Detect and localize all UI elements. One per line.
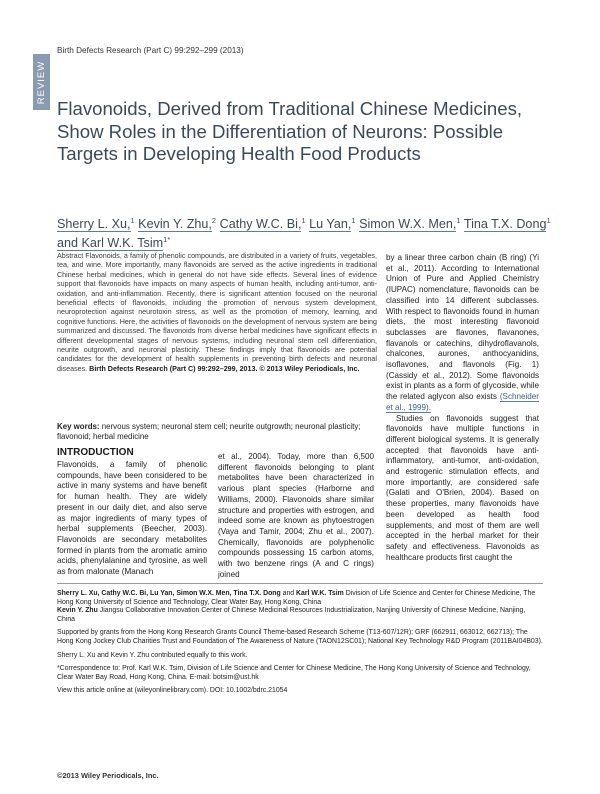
review-tab [33, 54, 50, 110]
abstract [57, 252, 377, 374]
keywords-text: nervous system; neuronal stem cell; neurite outgrowth; neuronal plasticity; flavonoid; herbal medicine [57, 422, 361, 442]
review-tab-label: REVIEW [36, 60, 48, 104]
citation-link[interactable]: (Schneider et al., 1999). [386, 392, 539, 412]
author-affiliation-mark: 1 [351, 216, 356, 225]
funding-note: Supported by grants from the Hong Kong Research Grants Council Theme-based Research Scheme (T13-607/12R); GRF (662911, 663012, 662713); The Hong Kong Jockey Club Charities Trust and Foundation of The Awareness of Nature (TAON12SC01); National Key Technology R&D Program (2011BAI04B03). [57, 629, 543, 645]
author-name[interactable]: Simon W.X. Men, [359, 217, 457, 232]
author-name[interactable]: Tina T.X. Dong [463, 217, 547, 232]
affiliation-1: Sherry L. Xu, Cathy W.C. Bi, Lu Yan, Simon W.X. Men, Tina T.X. Dong and Karl W.K. Tsim Division of Life Science and Center for Chinese Medicine, The Hong Kong University of Science and Technology, Clear Water Bay, Hong Kong, China Kevin Y. Zhu Jiangsu Collaborative Innovation Center of Chinese Medicinal Resources Industrialization, Nanjing University of Chinese Medicine, Nanjing, China [57, 590, 536, 623]
author-name[interactable]: Kevin Y. Zhu, [138, 217, 212, 232]
affiliation-2-text: Jiangsu Collaborative Innovation Center of Chinese Medicinal Resources Industrialization, Nanjing University of Chinese Medicine, Nanjing, China [57, 607, 526, 623]
author-affiliation-mark: 1 [546, 216, 551, 225]
author-name[interactable]: and Karl W.K. Tsim [57, 236, 164, 251]
abstract-body: Abstract Flavonoids, a family of phenolic compounds, are distributed in a variety of fruits, vegetables, tea, and wine. More importantly, many flavonoids are served as the active ingredients in traditional Chinese herbal medicines, which in general do not have side effects. Several lines of evidence support that flavonoids have impacts on many aspects of human health, including anti-tumor, anti-oxidation, and anti-inflammation. Recently, there is significant attention focused on the neuronal beneficial effects of flavonoids, including the promotion of nervous system development, neuroprotection against neurotoxin stress, as well as the promotion of memory, learning, and cognitive functions. Here, the activities of flavonoids on the development of nervous system are being summarized and discussed. The flavonoids from diverse herbal medicines have significant effects in different developmental stages of nervous systems, including neuronal stem cell differentiation, neurite outgrowth, and neuronal plasticity. These findings imply that flavonoids are potential candidates for the development of health supplements in preventing birth defects and neuronal diseases. [57, 252, 377, 373]
online-note[interactable]: View this article online at (wileyonlinelibrary.com). DOI: 10.1002/bdrc.21054 [57, 687, 288, 695]
column-3-paragraph-1: by a linear three carbon chain (B ring) (Yi et al., 2011). According to International Union of Pure and Applied Chemistry (IUPAC) nomenclature, flavonoids can be classified into 14 different subclasses. With respect to flavonoids found in human diets, the most interesting flavonoid subclasses are flavones, flavanones, flavanols or catechins, dihydroflavanols, chalcones, aurones, anthocyanidins, isoflavones, and flavonols (Fig. 1) (Cassidy et al., 2012). Some flavonoids exist in plants as a form of glycoside, while the related aglycon also exists [386, 253, 539, 402]
article-title: Flavonoids, Derived from Traditional Chinese Medicines, Show Roles in the Differentiation of Neurons: Possible Targets in Developing Health Food Products [57, 98, 523, 164]
author-affiliation-mark: 1 [456, 216, 461, 225]
author-affiliation-mark: 1 [301, 216, 306, 225]
correspondence-note: *Correspondence to: Prof. Karl W.K. Tsim, Division of Life Science and Center for Chinese Medicine, The Hong Kong University of Science and Technology, Clear Water Bay Road, Hong Kong, China. E-mail: botsim@ust.hk [57, 665, 531, 681]
author-name[interactable]: Lu Yan, [309, 217, 352, 232]
journal-header: Birth Defects Research (Part C) 99:292–299 (2013) [57, 46, 244, 55]
body-column-2: et al., 2004). Today, more than 6,500 different flavonoids belonging to plant metabolites have been characterized in various plant species (Harborne and Williams, 2000). Flavonoids share similar structure and properties with estrogen, and indeed some are known as phytoestrogen (Vaya and Tamir, 2004; Zhu et al., 2007). Chemically, flavonoids are polyphenolic compounds possessing 15 carbon atoms, with two benzene rings (A and C rings) joined [218, 452, 374, 579]
footnotes [57, 583, 543, 740]
abstract-copyright: © 2013 Wiley Periodicals, Inc. [259, 364, 360, 373]
keywords-label: Key words: [57, 422, 100, 431]
author-list [57, 213, 557, 251]
body-column-3 [386, 253, 539, 563]
equal-contribution-note: Sherry L. Xu and Kevin Y. Zhu contributed equally to this work. [57, 651, 248, 659]
abstract-citation: Birth Defects Research (Part C) 99:292–299, 2013. [89, 364, 258, 373]
author-affiliation-mark: 1 [130, 216, 135, 225]
author-name[interactable]: Sherry L. Xu, [57, 217, 131, 232]
page-copyright: ©2013 Wiley Periodicals, Inc. [57, 771, 159, 780]
section-heading-introduction: INTRODUCTION [57, 447, 134, 458]
author-affiliation-mark: 2 [211, 216, 217, 225]
body-column-1: Flavonoids, a family of phenolic compounds, have been considered to be active in many systems and have benefit for human health. They are widely present in our daily diet, and also serve as major ingredients of many types of herbal supplements (Beecher, 2003). Flavonoids are secondary metabolites formed in plants from the aromatic amino acids, phenylalanine and tyrosine, as well as from malonate (Manach [57, 460, 207, 577]
keywords [57, 422, 377, 443]
affiliation-2-name: Kevin Y. Zhu [57, 607, 98, 615]
author-name[interactable]: Cathy W.C. Bi, [219, 217, 302, 232]
author-affiliation-mark: 1* [163, 235, 171, 245]
column-3-paragraph-2: Studies on flavonoids suggest that flavonoids have multiple functions in different biological systems. It is generally accepted that flavonoids have anti-inflammatory, anti-tumor, anti-oxidation, and estrogenic stimulation effects, and more importantly, are considered safe (Galati and O'Brien, 2004). Based on these properties, many flavonoids have been developed as health food supplements, and most of them are well accepted in the herbal market for their safety and effectiveness. Flavonoids as healthcare products first caught the [386, 413, 539, 562]
